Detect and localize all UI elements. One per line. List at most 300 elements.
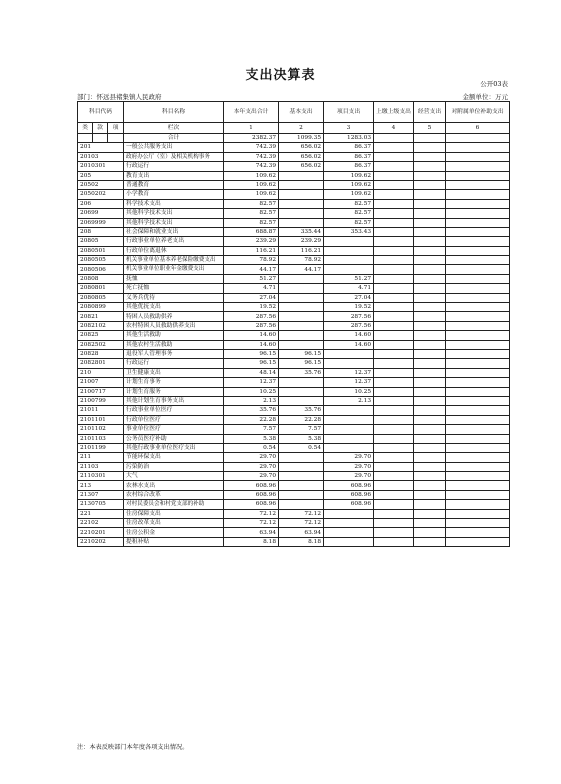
table-row [78, 490, 510, 499]
row-project [324, 537, 374, 546]
row-code: 2101199 [78, 443, 124, 452]
row-name: 退役军人管理事务 [124, 349, 224, 358]
row-total: 688.87 [224, 227, 279, 236]
row-code: 2210201 [78, 528, 124, 537]
row-project: 287.56 [324, 312, 374, 321]
row-operation [414, 462, 446, 471]
table-row [78, 406, 510, 415]
row-total: 742.39 [224, 152, 279, 161]
row-subsidiary [446, 209, 510, 218]
table-row [78, 331, 510, 340]
row-operation [414, 434, 446, 443]
row-total: 19.52 [224, 303, 279, 312]
row-project [324, 349, 374, 358]
row-operation [414, 340, 446, 349]
row-basic: 78.92 [279, 256, 324, 265]
row-code: 2210202 [78, 537, 124, 546]
row-operation [414, 284, 446, 293]
row-project: 608.96 [324, 500, 374, 509]
row-name: 政府办公厅（室）及相关机构事务 [124, 152, 224, 161]
row-project: 14.60 [324, 340, 374, 349]
row-name: 科学技术支出 [124, 199, 224, 208]
row-code: 20828 [78, 349, 124, 358]
row-subsidiary [446, 415, 510, 424]
table-row [78, 425, 510, 434]
row-code: 21307 [78, 490, 124, 499]
row-total: 78.92 [224, 256, 279, 265]
row-upper [374, 528, 414, 537]
row-code: 211 [78, 453, 124, 462]
table-note: 注：本表反映部门本年度各项支出情况。 [77, 744, 189, 751]
table-row [78, 218, 510, 227]
column-number-row [78, 123, 510, 134]
row-basic [279, 312, 324, 321]
table-row [78, 415, 510, 424]
row-project [324, 359, 374, 368]
row-subsidiary [446, 490, 510, 499]
row-basic [279, 340, 324, 349]
table-row [78, 227, 510, 236]
row-upper [374, 387, 414, 396]
row-subsidiary [446, 143, 510, 152]
row-code: 20808 [78, 274, 124, 283]
row-project [324, 265, 374, 274]
row-subsidiary [446, 472, 510, 481]
row-operation [414, 199, 446, 208]
row-subsidiary [446, 359, 510, 368]
row-project [324, 237, 374, 246]
form-code: 公开03表 [480, 80, 508, 88]
row-name: 计划生育事务 [124, 378, 224, 387]
table-row [78, 190, 510, 199]
table-row [78, 321, 510, 330]
row-name: 其他生活救助 [124, 331, 224, 340]
row-operation [414, 143, 446, 152]
row-upper [374, 237, 414, 246]
row-basic: 656.02 [279, 162, 324, 171]
row-project: 19.52 [324, 303, 374, 312]
row-operation [414, 190, 446, 199]
row-basic [279, 171, 324, 180]
row-operation [414, 406, 446, 415]
row-total: 72.12 [224, 509, 279, 518]
row-operation [414, 312, 446, 321]
row-name: 污染防治 [124, 462, 224, 471]
table-row [78, 256, 510, 265]
row-basic: 35.76 [279, 406, 324, 415]
row-subsidiary [446, 500, 510, 509]
table-row [78, 378, 510, 387]
table-row [78, 303, 510, 312]
row-project: 353.43 [324, 227, 374, 236]
row-total: 27.04 [224, 293, 279, 302]
row-basic [279, 284, 324, 293]
row-project [324, 443, 374, 452]
row-upper [374, 509, 414, 518]
row-project: 82.57 [324, 209, 374, 218]
row-name: 其他优抚支出 [124, 303, 224, 312]
row-code: 2082502 [78, 340, 124, 349]
row-code: 2100799 [78, 396, 124, 405]
row-operation [414, 500, 446, 509]
row-upper [374, 443, 414, 452]
department-label: 部门：怀远县褚集镇人民政府 [77, 93, 162, 101]
row-code: 2110301 [78, 472, 124, 481]
row-total: 14.60 [224, 331, 279, 340]
row-basic [279, 462, 324, 471]
row-name: 计划生育服务 [124, 387, 224, 396]
row-operation [414, 453, 446, 462]
row-upper [374, 462, 414, 471]
row-code: 20103 [78, 152, 124, 161]
row-project [324, 256, 374, 265]
row-upper [374, 209, 414, 218]
sum-basic: 1099.35 [279, 134, 324, 143]
row-total: 44.17 [224, 265, 279, 274]
row-project: 608.96 [324, 490, 374, 499]
row-upper [374, 274, 414, 283]
row-name: 一般公共服务支出 [124, 143, 224, 152]
table-row [78, 396, 510, 405]
row-upper [374, 171, 414, 180]
row-name: 事业单位医疗 [124, 425, 224, 434]
row-name: 社会保障和就业支出 [124, 227, 224, 236]
row-project [324, 519, 374, 528]
sum-total: 2382.37 [224, 134, 279, 143]
row-basic: 72.12 [279, 519, 324, 528]
row-upper [374, 500, 414, 509]
row-operation [414, 509, 446, 518]
row-name: 行政运行 [124, 162, 224, 171]
header-lei: 类 [78, 123, 93, 134]
table-row [78, 265, 510, 274]
row-name: 行政事业单位养老支出 [124, 237, 224, 246]
row-total: 82.57 [224, 218, 279, 227]
row-subsidiary [446, 537, 510, 546]
row-basic: 72.12 [279, 509, 324, 518]
row-subsidiary [446, 237, 510, 246]
row-operation [414, 303, 446, 312]
row-operation [414, 368, 446, 377]
row-subsidiary [446, 509, 510, 518]
row-total: 82.57 [224, 199, 279, 208]
row-name: 抚恤 [124, 274, 224, 283]
row-name: 农村综合改革 [124, 490, 224, 499]
row-name: 住房保障支出 [124, 509, 224, 518]
row-upper [374, 537, 414, 546]
row-project: 86.37 [324, 162, 374, 171]
row-code: 206 [78, 199, 124, 208]
row-upper [374, 162, 414, 171]
row-total: 82.57 [224, 209, 279, 218]
row-operation [414, 490, 446, 499]
row-project: 86.37 [324, 143, 374, 152]
header-row [78, 102, 510, 123]
row-basic [279, 293, 324, 302]
row-name: 提租补贴 [124, 537, 224, 546]
row-operation [414, 537, 446, 546]
table-row [78, 209, 510, 218]
row-operation [414, 472, 446, 481]
row-basic: 0.54 [279, 443, 324, 452]
row-basic: 335.44 [279, 227, 324, 236]
row-operation [414, 152, 446, 161]
row-subsidiary [446, 312, 510, 321]
row-project: 86.37 [324, 152, 374, 161]
row-basic: 7.57 [279, 425, 324, 434]
table-row [78, 274, 510, 283]
row-code: 221 [78, 509, 124, 518]
row-operation [414, 528, 446, 537]
row-total: 287.56 [224, 312, 279, 321]
row-operation [414, 265, 446, 274]
row-total: 608.96 [224, 500, 279, 509]
row-project: 608.96 [324, 481, 374, 490]
header-basic: 基本支出 [279, 102, 324, 123]
row-operation [414, 331, 446, 340]
row-project: 29.70 [324, 472, 374, 481]
table-row [78, 199, 510, 208]
row-upper [374, 378, 414, 387]
row-code: 2080505 [78, 256, 124, 265]
row-project [324, 509, 374, 518]
row-operation [414, 378, 446, 387]
row-basic: 5.38 [279, 434, 324, 443]
row-operation [414, 227, 446, 236]
row-operation [414, 387, 446, 396]
row-basic [279, 190, 324, 199]
row-name: 节能环保支出 [124, 453, 224, 462]
row-upper [374, 218, 414, 227]
row-basic: 22.28 [279, 415, 324, 424]
table-row [78, 162, 510, 171]
row-upper [374, 199, 414, 208]
header-upper: 上缴上级支出 [374, 102, 414, 123]
row-subsidiary [446, 434, 510, 443]
row-total: 10.25 [224, 387, 279, 396]
row-code: 2082102 [78, 321, 124, 330]
sum-label: 合计 [124, 134, 224, 143]
row-project: 12.37 [324, 368, 374, 377]
row-operation [414, 519, 446, 528]
row-code: 2080805 [78, 293, 124, 302]
row-total: 14.60 [224, 340, 279, 349]
table-row [78, 472, 510, 481]
row-total: 35.76 [224, 406, 279, 415]
row-upper [374, 519, 414, 528]
header-operation: 经营支出 [414, 102, 446, 123]
row-operation [414, 274, 446, 283]
row-code: 2101103 [78, 434, 124, 443]
row-upper [374, 406, 414, 415]
row-basic [279, 472, 324, 481]
row-name: 特困人员救助供养 [124, 312, 224, 321]
row-subsidiary [446, 284, 510, 293]
table-row [78, 237, 510, 246]
row-upper [374, 490, 414, 499]
row-upper [374, 434, 414, 443]
row-total: 2.13 [224, 396, 279, 405]
row-name: 住房改革支出 [124, 519, 224, 528]
row-subsidiary [446, 481, 510, 490]
row-subsidiary [446, 265, 510, 274]
row-upper [374, 340, 414, 349]
row-subsidiary [446, 274, 510, 283]
row-subsidiary [446, 331, 510, 340]
col-num-1: 1 [224, 123, 279, 134]
row-total: 29.70 [224, 453, 279, 462]
row-upper [374, 190, 414, 199]
col-num-6: 6 [446, 123, 510, 134]
row-name: 住房公积金 [124, 528, 224, 537]
row-code: 20805 [78, 237, 124, 246]
row-name: 行政单位离退休 [124, 246, 224, 255]
row-code: 2101101 [78, 415, 124, 424]
row-subsidiary [446, 218, 510, 227]
row-basic: 656.02 [279, 143, 324, 152]
col-num-4: 4 [374, 123, 414, 134]
row-total: 742.39 [224, 162, 279, 171]
col-num-3: 3 [324, 123, 374, 134]
table-row [78, 349, 510, 358]
row-code: 213 [78, 481, 124, 490]
row-operation [414, 359, 446, 368]
row-total: 4.71 [224, 284, 279, 293]
row-project: 82.57 [324, 199, 374, 208]
row-subsidiary [446, 246, 510, 255]
row-subsidiary [446, 190, 510, 199]
row-project [324, 425, 374, 434]
row-upper [374, 349, 414, 358]
row-subsidiary [446, 406, 510, 415]
row-operation [414, 425, 446, 434]
row-basic: 239.29 [279, 237, 324, 246]
rowno-label: 栏次 [124, 123, 224, 134]
row-basic [279, 274, 324, 283]
row-subsidiary [446, 152, 510, 161]
header-kuan: 款 [93, 123, 108, 134]
row-subsidiary [446, 387, 510, 396]
row-basic: 656.02 [279, 152, 324, 161]
row-upper [374, 453, 414, 462]
row-total: 8.18 [224, 537, 279, 546]
row-subsidiary [446, 256, 510, 265]
row-project [324, 434, 374, 443]
row-code: 2080501 [78, 246, 124, 255]
table-row [78, 537, 510, 546]
row-subsidiary [446, 293, 510, 302]
row-project: 12.37 [324, 378, 374, 387]
table-row [78, 152, 510, 161]
row-project: 51.27 [324, 274, 374, 283]
row-subsidiary [446, 227, 510, 236]
row-upper [374, 256, 414, 265]
row-name: 义务兵优待 [124, 293, 224, 302]
row-basic: 35.76 [279, 368, 324, 377]
unit-label: 金额单位：万元 [462, 93, 508, 101]
col-num-5: 5 [414, 123, 446, 134]
row-upper [374, 312, 414, 321]
row-project: 82.57 [324, 218, 374, 227]
row-subsidiary [446, 378, 510, 387]
row-total: 742.39 [224, 143, 279, 152]
row-basic [279, 303, 324, 312]
row-upper [374, 472, 414, 481]
col-num-2: 2 [279, 123, 324, 134]
row-basic [279, 453, 324, 462]
row-basic: 96.15 [279, 349, 324, 358]
table-row [78, 443, 510, 452]
row-basic [279, 396, 324, 405]
row-project: 29.70 [324, 462, 374, 471]
table-row [78, 528, 510, 537]
row-upper [374, 284, 414, 293]
row-total: 96.15 [224, 359, 279, 368]
row-operation [414, 481, 446, 490]
row-upper [374, 321, 414, 330]
row-operation [414, 396, 446, 405]
header-total: 本年支出合计 [224, 102, 279, 123]
sum-row [78, 134, 510, 143]
table-row [78, 293, 510, 302]
row-upper [374, 265, 414, 274]
row-project: 27.04 [324, 293, 374, 302]
row-basic [279, 218, 324, 227]
row-name: 公务员医疗补助 [124, 434, 224, 443]
row-operation [414, 349, 446, 358]
row-basic [279, 331, 324, 340]
row-code: 20699 [78, 209, 124, 218]
table-row [78, 500, 510, 509]
row-code: 2082801 [78, 359, 124, 368]
row-name: 其他计划生育事务支出 [124, 396, 224, 405]
table-row [78, 171, 510, 180]
row-upper [374, 152, 414, 161]
row-operation [414, 415, 446, 424]
row-name: 教育支出 [124, 171, 224, 180]
row-total: 29.70 [224, 462, 279, 471]
row-name: 其他农村生活救助 [124, 340, 224, 349]
row-upper [374, 481, 414, 490]
row-subsidiary [446, 303, 510, 312]
row-subsidiary [446, 162, 510, 171]
row-project: 14.60 [324, 331, 374, 340]
row-total: 109.62 [224, 190, 279, 199]
row-upper [374, 246, 414, 255]
header-xiang: 项 [108, 123, 124, 134]
table-row [78, 180, 510, 189]
row-total: 116.21 [224, 246, 279, 255]
row-operation [414, 321, 446, 330]
row-name: 机关事业单位基本养老保险缴费支出 [124, 256, 224, 265]
row-code: 201 [78, 143, 124, 152]
row-code: 20502 [78, 180, 124, 189]
table-row [78, 312, 510, 321]
row-total: 51.27 [224, 274, 279, 283]
row-project [324, 246, 374, 255]
table-row [78, 519, 510, 528]
row-name: 对村民委员会和村党支部的补助 [124, 500, 224, 509]
row-subsidiary [446, 453, 510, 462]
row-total: 5.38 [224, 434, 279, 443]
row-basic [279, 199, 324, 208]
row-code: 2101102 [78, 425, 124, 434]
row-project [324, 415, 374, 424]
header-subject-name: 科目名称 [124, 102, 224, 123]
row-upper [374, 425, 414, 434]
row-project: 29.70 [324, 453, 374, 462]
row-name: 机关事业单位职业年金缴费支出 [124, 265, 224, 274]
